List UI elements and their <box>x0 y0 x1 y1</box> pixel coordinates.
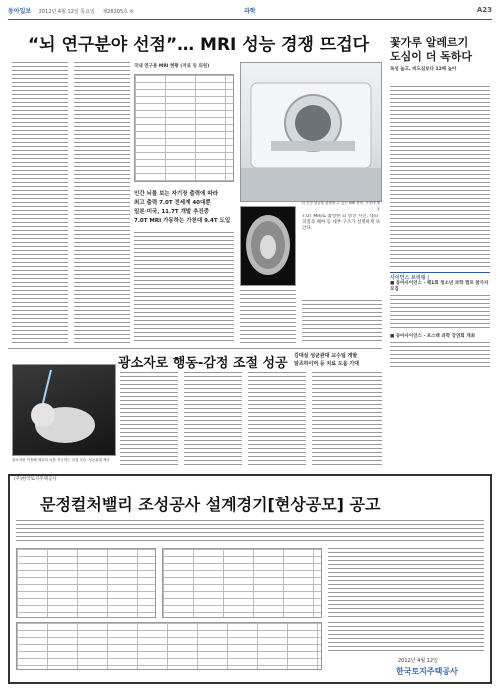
second-subheads <box>294 352 359 368</box>
right-column-feature <box>390 36 490 73</box>
ad-company: 한국토지주택공사 <box>396 667 458 676</box>
brain-scan-image <box>240 206 296 286</box>
ad-title: 문정컬처밸리 조성공사 설계경기[현상공모] 공고 <box>40 495 381 514</box>
ad-table-1 <box>16 548 156 618</box>
main-article-body-col3 <box>134 232 234 344</box>
mri-table <box>134 74 234 182</box>
science-briefing <box>390 272 490 293</box>
feature-byline: 독성 높고, 비도심보다 12배 높아 <box>390 67 457 72</box>
ad-table-2 <box>162 548 322 618</box>
issue-number: 제28205호 ⑥ <box>102 9 135 15</box>
second-article-body-col3 <box>248 372 306 468</box>
subhead-2: 최고 출력 7.0T 전세계 40대뿐 <box>134 200 211 206</box>
section-divider <box>8 348 382 349</box>
ad-table-3 <box>16 622 322 670</box>
brain-caption: 7.0T MRI로 촬영한 뇌 영상 사진. 대뇌 피질과 해마 등 세부 구조가 선명하게 보인다. <box>302 214 381 231</box>
second-article-body-col2 <box>184 372 242 468</box>
second-article-body-col4 <box>312 372 382 468</box>
mouse-experiment-photo <box>12 364 116 456</box>
briefing-item-2: ■ 동아사이언스 · 포스텍 과학 강연회 개최 <box>390 334 475 339</box>
feature-title-line1: 꽃가루 알레르기 <box>390 36 469 49</box>
masthead <box>8 6 492 18</box>
mri-machine-illustration <box>241 63 381 201</box>
main-article-body-col4 <box>240 290 296 344</box>
second-subhead-1: 김대실 성균관대 교수팀 개발 <box>294 353 358 359</box>
paper-name: 동아일보 <box>8 8 32 15</box>
masthead-rule <box>8 19 492 20</box>
subhead-4: 7.0T MRI 가동하는 가천대 9.4T 도입 <box>134 218 231 224</box>
second-subhead-2: 알츠하이머 등 치료 도움 기대 <box>294 361 359 367</box>
feature-body-text <box>390 86 490 268</box>
main-headline: “뇌 연구분야 선점”… MRI 성능 경쟁 뜨겁다 <box>28 35 370 55</box>
ad-notes-text <box>328 622 484 652</box>
table-title: 국내 연구용 MRI 현황 (자료 등 의원) <box>134 64 210 69</box>
main-subheads <box>134 190 234 226</box>
ad-conditions-text <box>328 548 484 618</box>
briefing-body-2 <box>390 342 490 370</box>
issue-date: 2012년 4월 12일 목요일 <box>38 9 95 15</box>
main-article-body-col1 <box>12 62 68 344</box>
briefing-item-1: ■ 동아사이언스 · 제1회 청소년 과학 캠프 참가자 모집 <box>390 281 489 292</box>
section-name: 과학 <box>244 8 256 15</box>
ad-date: 2012년 4월 12일 <box>398 658 438 664</box>
mri-photo-caption: 뇌 신경 섬유를 관찰할 수 있는 MRI 장비. 가천대 제공 <box>301 201 380 211</box>
ad-intro-text <box>16 520 484 544</box>
main-article-body-col5 <box>302 300 382 344</box>
subhead-1: 인간 뇌를 보는 자기장 출력에 따라 <box>134 191 218 197</box>
feature-title-line2: 도심이 더 독하다 <box>390 50 473 63</box>
ad-label: (주)한국토지주택공사 <box>14 477 57 482</box>
briefing-title: 사이언스 브리핑 | <box>390 275 430 281</box>
main-article-body-col2 <box>74 62 130 344</box>
subhead-3: 일본·미국, 11.7T 개발 추진중 <box>134 209 210 215</box>
mri-machine-photo <box>240 62 382 202</box>
mouse-illustration <box>13 365 115 455</box>
brain-illustration <box>241 207 295 285</box>
briefing-body-1 <box>390 295 490 331</box>
page-number: A23 <box>476 6 492 14</box>
second-headline: 광소자로 행동-감정 조절 성공 <box>118 356 288 371</box>
mouse-photo-caption: 광소자를 이용해 생쥐의 뇌를 자극하는 실험 모습. 성균관대 제공 <box>12 458 110 462</box>
second-article-body-col1 <box>120 372 178 468</box>
